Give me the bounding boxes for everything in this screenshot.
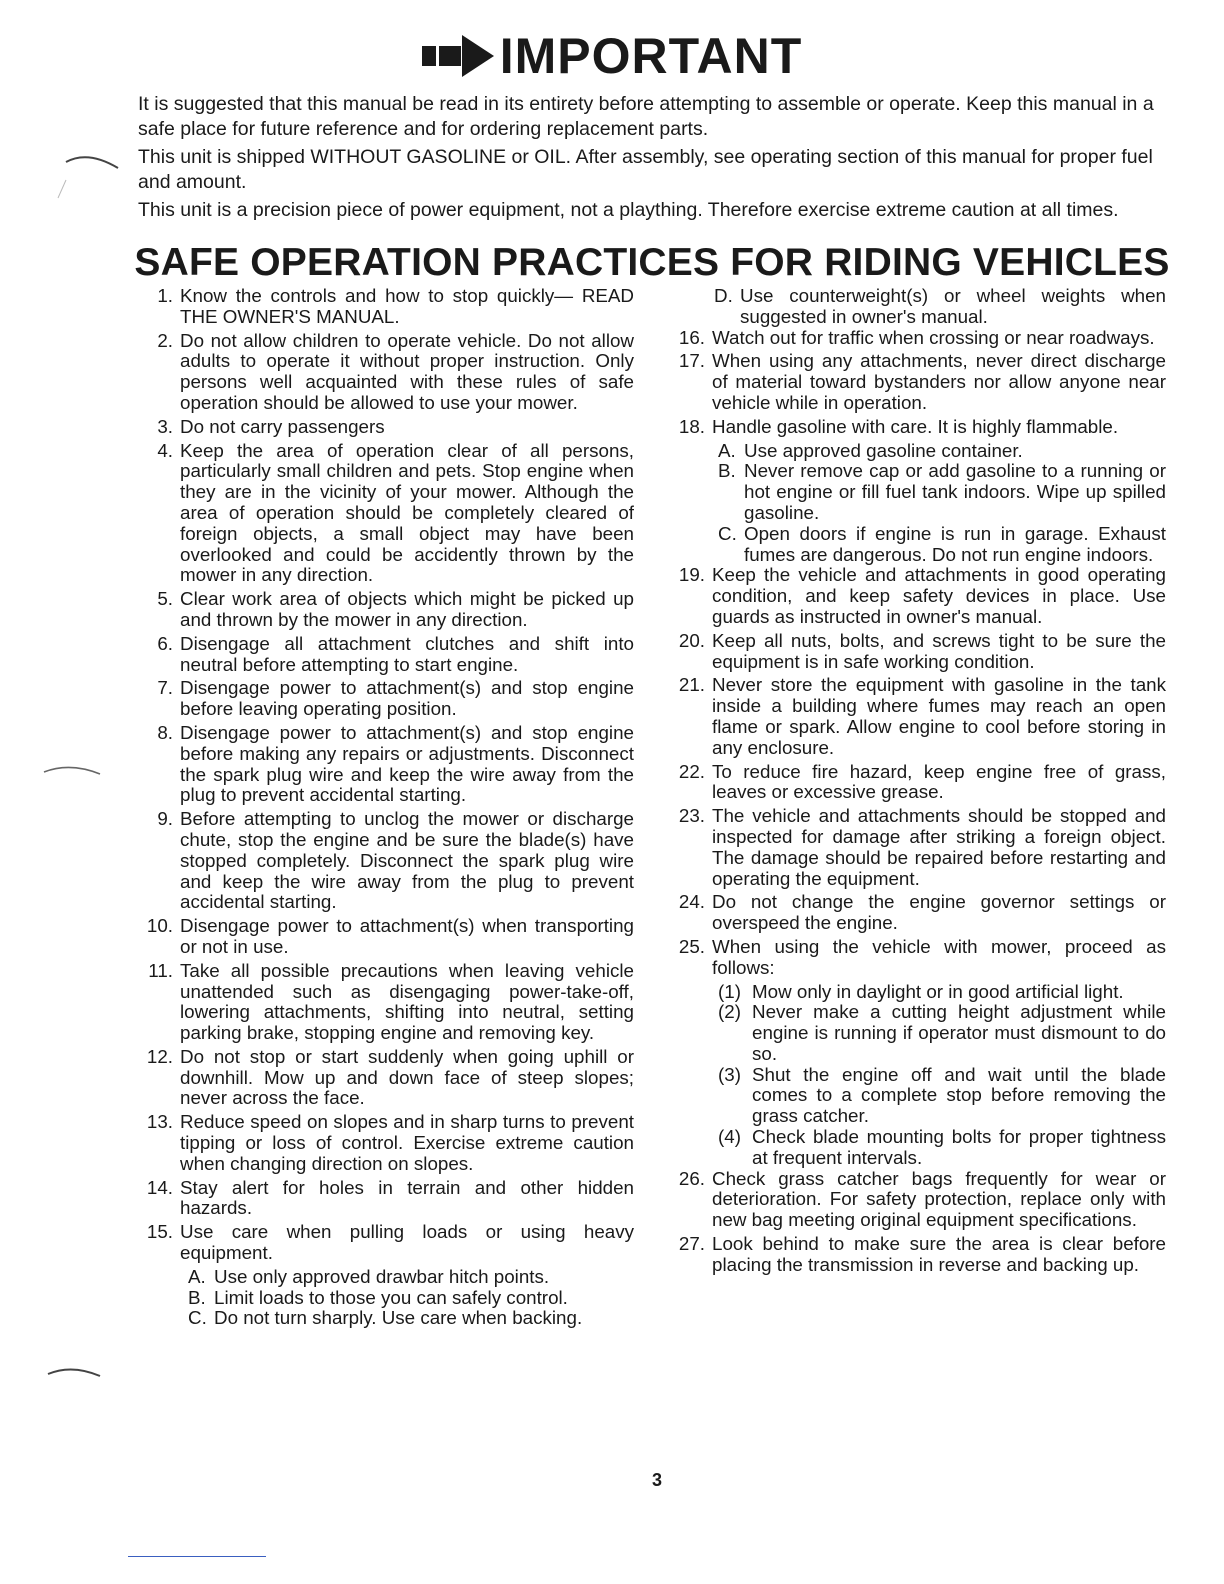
sub-item — [140, 1267, 634, 1288]
rule-text: Disengage power to attachment(s) and stop engine before making any repairs or adjustments. Disconnect the spark plug wire and keep the wire away from the plug to prevent accidental starting. — [180, 721, 634, 806]
important-title: IMPORTANT — [499, 28, 803, 84]
sub-item — [672, 524, 1166, 566]
rule-item — [140, 634, 634, 676]
rule-number: 17. — [678, 350, 705, 372]
right-arrow-icon — [422, 33, 494, 79]
sub-item — [672, 441, 1166, 462]
rule-item — [672, 1169, 1166, 1231]
rule-number: 27. — [678, 1233, 705, 1255]
left-column — [140, 286, 634, 1329]
rule-item — [140, 441, 634, 587]
rule-number: 8. — [157, 721, 173, 743]
rule-number: 19. — [678, 564, 705, 586]
rule-text: Disengage power to attachment(s) when transporting or not in use. — [180, 915, 634, 957]
rule-number: 14. — [146, 1176, 173, 1198]
rule-number: 5. — [157, 588, 173, 610]
intro-paragraph: This unit is a precision piece of power equipment, not a plaything. Therefore exercise extreme caution at all times. — [138, 199, 1119, 221]
rule-number: 10. — [146, 915, 173, 937]
sub-item-letter: (1) — [718, 980, 741, 1002]
rule-number: 20. — [678, 629, 705, 651]
sub-item-text: Mow only in daylight or in good artificial light. — [752, 980, 1124, 1002]
rule-item — [672, 328, 1166, 349]
rule-text: Take all possible precautions when leaving vehicle unattended such as disengaging power-take-off, lowering attachments, shifting into neutral, setting parking brake, stopping engine and removing key. — [180, 959, 634, 1044]
sub-item-letter: (4) — [718, 1126, 741, 1148]
rule-item — [672, 351, 1166, 413]
rule-item — [140, 1047, 634, 1109]
rule-number: 7. — [157, 677, 173, 699]
rule-item — [140, 809, 634, 913]
sub-item-text: Limit loads to those you can safely control. — [214, 1286, 568, 1308]
rule-text: Handle gasoline with care. It is highly flammable. — [712, 415, 1119, 437]
sub-item-text: Shut the engine off and wait until the blade comes to a complete stop before removing the grass catcher. — [752, 1063, 1166, 1127]
rule-item — [672, 762, 1166, 804]
rule-item — [672, 631, 1166, 673]
rule-text: Disengage all attachment clutches and shift into neutral before attempting to start engine. — [180, 632, 634, 675]
rule-number: 18. — [678, 415, 705, 437]
rule-number: 26. — [678, 1167, 705, 1189]
rule-text: Never store the equipment with gasoline in the tank inside a building where fumes may reach an open flame or spark. Allow engine to cool before storing in any enclosure. — [712, 674, 1166, 758]
rule-item — [140, 1178, 634, 1220]
sub-item-letter: D. — [714, 285, 733, 306]
sub-item-letter: C. — [718, 522, 737, 544]
rule-item — [672, 937, 1166, 979]
rule-number: 25. — [678, 935, 705, 957]
rule-item — [140, 331, 634, 414]
rule-item — [672, 417, 1166, 438]
rule-text: Keep the area of operation clear of all persons, particularly small children and pets. Stop engine when they are in the vicinity of your mower. Although the area of operation should be completely cleared of foreign objects, a small object may have been overlooked and could be accidently thrown by the mower in any direction. — [180, 439, 634, 586]
sub-item — [672, 1002, 1166, 1064]
rule-number: 22. — [678, 760, 705, 782]
important-header — [0, 26, 1224, 86]
rule-item — [672, 806, 1166, 889]
margin-mark — [40, 1360, 110, 1390]
rule-number: 21. — [678, 674, 705, 696]
rule-item — [672, 1234, 1166, 1276]
rule-item — [140, 1222, 634, 1264]
rule-text: Clear work area of objects which might be picked up and thrown by the mower in any direction. — [180, 588, 634, 630]
rule-text: Use care when pulling loads or using heavy equipment. — [180, 1221, 634, 1264]
sub-item — [672, 1127, 1166, 1169]
rule-text: Keep the vehicle and attachments in good operating condition, and keep safety devices in place. Use guards as instructed in owner's manual. — [712, 564, 1166, 627]
rule-text: Watch out for traffic when crossing or near roadways. — [712, 326, 1155, 348]
sub-item — [672, 286, 1166, 328]
rule-number: 15. — [146, 1221, 173, 1243]
rule-number: 16. — [678, 326, 705, 348]
sub-item-letter: B. — [718, 460, 736, 482]
rule-number: 13. — [146, 1111, 173, 1133]
rule-text: The vehicle and attachments should be stopped and inspected for damage after striking a foreign object. The damage should be repaired before restarting and operating the equipment. — [712, 805, 1166, 889]
rule-number: 4. — [157, 439, 173, 461]
sub-item-text: Use approved gasoline container. — [744, 439, 1023, 461]
rule-text: Keep all nuts, bolts, and screws tight to be sure the equipment is in safe working condition. — [712, 629, 1166, 672]
rule-text: Reduce speed on slopes and in sharp turns to prevent tipping or loss of control. Exercise extreme caution when changing direction on slopes. — [180, 1111, 634, 1174]
sub-item — [672, 461, 1166, 523]
rule-text: Disengage power to attachment(s) and stop engine before leaving operating position. — [180, 677, 634, 720]
rule-text: Stay alert for holes in terrain and other hidden hazards. — [180, 1176, 634, 1219]
rule-item — [672, 892, 1166, 934]
sub-item-text: Never remove cap or add gasoline to a running or hot engine or fill fuel tank indoors. Wipe up spilled gasoline. — [744, 460, 1166, 523]
intro-paragraph: It is suggested that this manual be read in its entirety before attempting to assemble or operate. Keep this manual in a safe place for future reference and for ordering replacement parts. — [138, 93, 1154, 140]
sub-item-text: Open doors if engine is run in garage. Exhaust fumes are dangerous. Do not run engine indoors. — [744, 522, 1166, 565]
rule-number: 24. — [678, 891, 705, 913]
rule-number: 3. — [157, 415, 173, 437]
sub-item-letter: A. — [188, 1265, 206, 1287]
rule-number: 9. — [157, 808, 173, 830]
rule-text: Do not change the engine governor settings or overspeed the engine. — [712, 891, 1166, 934]
rule-item — [140, 678, 634, 720]
sub-item — [672, 982, 1166, 1003]
rule-item — [140, 286, 634, 328]
rule-item — [140, 961, 634, 1044]
rule-number: 6. — [157, 632, 173, 654]
page-number: 3 — [652, 1470, 663, 1490]
intro-paragraphs — [138, 92, 1168, 226]
section-title: SAFE OPERATION PRACTICES FOR RIDING VEHICLES — [134, 241, 1170, 284]
rule-item — [140, 1112, 634, 1174]
rule-text: Do not allow children to operate vehicle. Do not allow adults to operate it without proper instruction. Only persons well acquainted with these rules of safe operation should be allowed to use your mower. — [180, 329, 634, 413]
bottom-rule — [128, 1556, 266, 1557]
rule-number: 2. — [157, 329, 173, 351]
margin-mark — [36, 150, 126, 200]
rule-number: 23. — [678, 805, 705, 827]
right-column — [672, 286, 1166, 1279]
rule-item — [140, 723, 634, 806]
rule-item — [140, 417, 634, 438]
sub-item-text: Use counterweight(s) or wheel weights when suggested in owner's manual. — [740, 285, 1166, 327]
rule-item — [672, 565, 1166, 627]
sub-item-text: Check blade mounting bolts for proper tightness at frequent intervals. — [752, 1126, 1166, 1168]
sub-item-text: Use only approved drawbar hitch points. — [214, 1265, 550, 1287]
rule-number: 12. — [146, 1045, 173, 1067]
sub-item-letter: (2) — [718, 1001, 741, 1023]
sub-item — [140, 1308, 634, 1329]
rule-text: To reduce fire hazard, keep engine free of grass, leaves or excessive grease. — [712, 760, 1166, 803]
rule-item — [140, 916, 634, 958]
rule-item — [672, 675, 1166, 758]
margin-mark — [26, 760, 106, 790]
sub-item-letter: B. — [188, 1286, 206, 1308]
sub-item-letter: A. — [718, 439, 736, 461]
sub-item-letter: C. — [188, 1307, 207, 1329]
sub-item-text: Do not turn sharply. Use care when backing. — [214, 1307, 583, 1329]
sub-item — [140, 1288, 634, 1309]
sub-item-text: Never make a cutting height adjustment while engine is running if operator must dismount to do so. — [752, 1001, 1166, 1064]
rule-text: Know the controls and how to stop quickly— READ THE OWNER'S MANUAL. — [180, 285, 634, 327]
rule-item — [140, 589, 634, 631]
rule-text: Look behind to make sure the area is clear before placing the transmission in reverse and backing up. — [712, 1233, 1166, 1275]
sub-item-letter: (3) — [718, 1063, 741, 1085]
rule-text: When using the vehicle with mower, proceed as follows: — [712, 935, 1166, 978]
rule-number: 1. — [157, 285, 173, 306]
rule-text: Do not carry passengers — [180, 415, 385, 437]
rule-text: Do not stop or start suddenly when going uphill or downhill. Mow up and down face of steep slopes; never across the face. — [180, 1045, 634, 1109]
intro-paragraph: This unit is shipped WITHOUT GASOLINE or OIL. After assembly, see operating section of this manual for proper fuel and amount. — [138, 146, 1153, 193]
rule-text: Check grass catcher bags frequently for wear or deterioration. For safety protection, replace only with new bag meeting original equipment specifications. — [712, 1167, 1166, 1231]
rule-text: When using any attachments, never direct discharge of material toward bystanders nor allow anyone near vehicle while in operation. — [712, 350, 1166, 413]
rule-text: Before attempting to unclog the mower or discharge chute, stop the engine and be sure the blade(s) have stopped completely. Disconnect the spark plug wire and keep the wire away from the plug to prevent accidental starting. — [180, 808, 634, 913]
rule-number: 11. — [148, 959, 173, 981]
sub-item — [672, 1065, 1166, 1127]
